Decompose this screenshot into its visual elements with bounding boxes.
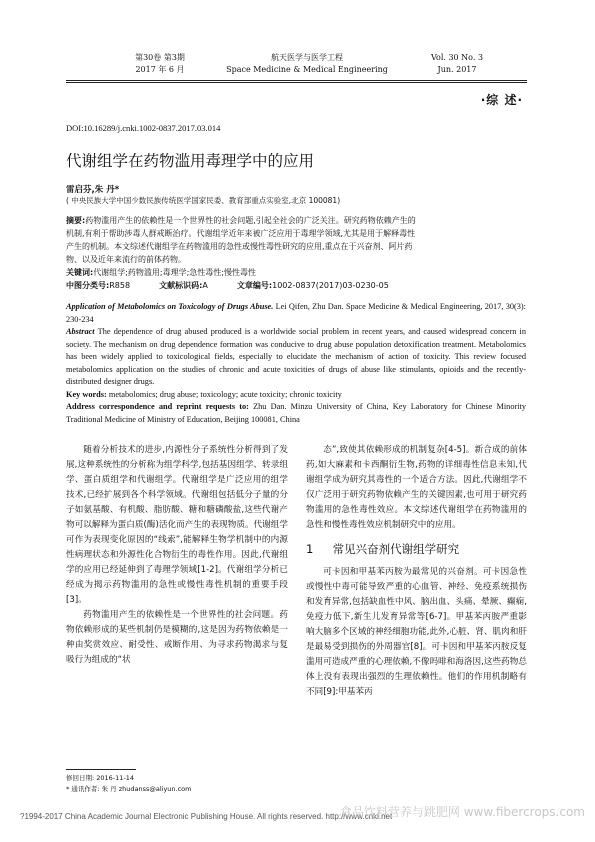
date-en: Jun. 2017 — [437, 65, 477, 74]
paragraph: 随着分析技术的进步,内源性分子系统性分析得到了发展,这种系统性的分析称为组学科学,包括基因组学、转录组学、蛋白质组学和代谢组学。代谢组学是广泛应用的组学技术,已经扩展到各个科学领域。代谢组包括低分子量的分子如氨基酸、有机酸、脂肪酸、糖和糖磷酸盐,这些代谢产物可以解释为蛋白质(酶)活化而产生的表现物质。代谢组学可作为表现变化原因的“线索”,能解释生物学机制中的内源性病理状态和外源性化合物衍生的毒性作用。因此,代谢组学的应用已经延伸到了毒理学领域[1-2]。代谢组学分析已经成为揭示药物滥用的急性或慢性毒性机制的重要手段[3]。 — [66, 445, 288, 605]
en-address-label: Address correspondence and reprint requests to: — [66, 402, 249, 411]
cn-abstract-line: 机制,有利于帮助涉毒人群戒断治疗。代谢组学近年来被广泛应用于毒理学领域,尤其是用于解释毒性 — [66, 229, 416, 238]
cn-abstract-label: 摘要: — [66, 216, 86, 225]
cn-abstract-line: 药物滥用产生的依赖性是一个世界性的社会问题,引起全社会的广泛关注。研究药物依赖产生的 — [85, 216, 416, 225]
doc-code: A — [202, 281, 208, 290]
body-right-column — [306, 443, 527, 700]
cn-abstract-line: 产生的机制。本文综述代谢组学在药物滥用的急性或慢性毒性研究的应用,重点在于兴奋剂、阿片药 — [66, 242, 413, 251]
copyright-line: ?1994-2017 China Academic Journal Electronic Publishing House. All rights reserved. http://www.cnki.net — [20, 812, 393, 821]
date-cn: 2017 年 6 月 — [135, 65, 185, 74]
footnote-rule — [66, 769, 136, 770]
journal-name-en: Space Medicine & Medical Engineering — [226, 65, 388, 74]
header-rule-thin — [66, 82, 527, 83]
cn-abstract-line: 物、以及近年来流行的前体药物。 — [66, 255, 186, 264]
body-left-column — [66, 443, 288, 668]
footnote-received: 修回日期: 2016-11-14 — [66, 774, 135, 782]
section-title: 常见兴奋剂代谢组学研究 — [332, 542, 460, 556]
en-abstract — [66, 301, 526, 426]
authors: 雷启芬,朱 丹* — [66, 185, 120, 195]
paragraph: 态”,致使其依赖形成的机制复杂[4-5]。新合成的前体药,如大麻素和卡西酮衍生物,药物的详细毒性信息未知,代谢组学成为研究其毒性的一个适合方法。因此,代谢组学不仅广泛用于研究药物依赖产生的关键因素,也可用于研究药物滥用的急性毒性效应。本文综述代谢组学在药物滥用的急性和慢性毒性效应机制研究中的应用。 — [306, 445, 527, 530]
article-number: 1002-0837(2017)03-0230-05 — [272, 281, 389, 290]
volume-issue-cn: 第30卷 第3期 — [135, 53, 185, 62]
cn-abstract — [66, 214, 526, 292]
footnote-corresponding: * 通讯作者: 朱 丹 zhudanss@aliyun.com — [66, 785, 192, 793]
watermark: 食品饮料营养与跳肥网 www.fibercrops.com — [339, 805, 585, 819]
en-title: Application of Metabolomics on Toxicology of Drugs Abuse. — [66, 302, 274, 311]
en-address: Zhu Dan. Minzu University of China, Key Laboratory for Chinese Minority Traditional Medicine of Ministry of Education, Beijing 100081, China — [66, 402, 526, 424]
header-rule — [66, 80, 527, 81]
volume-issue-en: Vol. 30 No. 3 — [430, 53, 484, 62]
paragraph: 可卡因和甲基苯丙胺为最常见的兴奋剂。可卡因急性或慢性中毒可能导致严重的心血管、神经、免疫系统损伤和发育异常,包括缺血性中风、脑出血、头痛、晕厥、癫痫,免疫力低下,新生儿发育异常等[6-7]。甲基苯丙胺严重影响大脑多个区域的神经细胞功能,此外,心脏、肾、肌肉和肝是最易受到损伤的外周器官[8]。可卡因和甲基苯丙胺反复滥用可造成严重的心理依赖,不像吗啡和海洛因,这些药物总体上没有表现出强烈的生理依赖性。他们的作用机制略有不同[9]:甲基苯丙 — [306, 567, 527, 697]
clc-label: 中图分类号: — [66, 281, 110, 290]
en-abstract-text: The dependence of drug abused produced is a worldwide social problem in recent years, and caused widespread concern in society. The mechanism on drug dependence formation was conducive to drug abuse population detoxification treatment. Metabolomics has been widely applied to toxicological fields, especially to elucidate the mechanism of action of toxicity. This review focused metabolomics application on the studies of chronic and acute toxicities of drugs of abuse like stimulants, opioids and the recently-distributed designer drugs. — [66, 327, 526, 386]
header-volume-cn — [105, 52, 215, 76]
section-number: 1 — [306, 542, 314, 556]
en-keywords-label: Key words: — [66, 389, 107, 399]
en-citation: Lei Qifen, Zhu Dan. Space Medicine & Medical Engineering, 2017, 30(3): 230-234 — [66, 302, 526, 324]
clc-number: R858 — [109, 281, 131, 290]
article-number-label: 文章编号: — [236, 281, 273, 290]
cn-keywords: 代谢组学;药物滥用;毒理学;急性毒性;慢性毒性 — [93, 268, 256, 277]
journal-name-cn: 航天医学与医学工程 — [271, 53, 343, 62]
article-title: 代谢组学在药物滥用毒理学中的应用 — [66, 152, 315, 170]
en-keywords: metabolomics; drug abuse; toxicology; acute toxicity; chronic toxicity — [106, 389, 342, 399]
header-volume-en — [402, 52, 512, 76]
en-abstract-label: Abstract — [66, 327, 95, 336]
section-tag: ·综 述· — [480, 93, 523, 107]
section-heading — [306, 542, 527, 557]
cn-keywords-label: 关键词: — [66, 268, 94, 277]
paragraph: 药物滥用产生的依赖性是一个世界性的社会问题。药物依赖形成的某些机制仍是模糊的,这是因为药物依赖是一种由奖赏效应、耐受性、戒断作用、为寻求药物渴求与复吸行为组成的“状 — [66, 610, 288, 665]
affiliation: ( 中央民族大学中国少数民族传统医学国家民委、教育部重点实验室,北京 100081) — [66, 196, 341, 205]
doi: DOI:10.16289/j.cnki.1002-0837.2017.03.014 — [66, 123, 221, 133]
header-journal — [222, 52, 392, 76]
doc-code-label: 文献标识码: — [159, 281, 203, 290]
